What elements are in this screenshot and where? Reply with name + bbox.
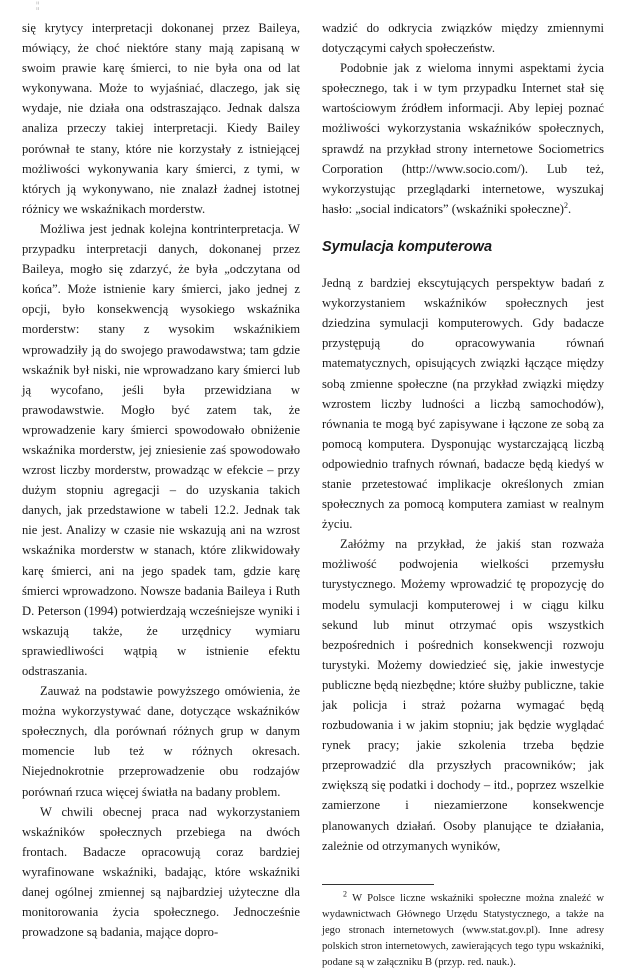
page-corner-mark: ¦¦	[36, 0, 40, 10]
footnote-divider	[322, 884, 434, 885]
footnote-reference: 2	[564, 200, 568, 210]
sentence-end: .	[568, 201, 572, 216]
left-column	[22, 18, 300, 942]
paragraph: Jedną z bardziej ekscytujących perspektyw badań z wykorzystaniem wskaźników społecznych jest dziedzina symulacji komputerowych. Gdy badacze przystępują do opracowywania równań matematycznych, opisujących związki łączące między sobą zmienne społeczne (na przykład związki między wzrostem liczby ludności a liczbą samochodów), równania te mogą być zapisywane i łączone ze sobą za pomocą komputera. Dysponując wystarczającą liczbą odpowiednio trafnych równań, badacze będą kiedyś w stanie przetestować implikacje określonych zmian społecznych za pomocą komputera zamiast w realnym życiu.	[322, 276, 604, 532]
paragraph: Możliwa jest jednak kolejna kontrinterpretacja. W przypadku interpretacji danych, dokonanej przez Baileya, mogło się zdarzyć, że była „odczytana od końca”. Może istnienie kary śmierci, jako jednej z opcji, było konsekwencją wysokiego wskaźnika morderstw: stany z wysokim wskaźnikiem wprowadziły ją do swojego prawodawstwa; tam gdzie wskaźnik był niski, nie wprowadzano kary śmierci lub ją wycofano, jeśli była przewidziana w prawodawstwie. Mogło być zatem tak, że wprowadzenie kary śmierci spowodowało obniżenie wskaźnika morderstw, jej zniesienie zaś spowodowało wzrost liczby morderstw, prowadząc w efekcie – przy dużym stopniu agregacji – do uzyskania takich danych, jak przedstawione w tabeli 12.2. Jednak tak nie jest. Analizy w czasie nie wskazują ani na wzrost wskaźnika morderstw w stanach, które zlikwidowały karę śmierci, ani na jego spadek tam, gdzie karę śmierci wprowadzono. Nowsze badania Baileya i Ruth D. Peterson (1994) potwierdzają wcześniejsze wyniki i wskazują także, że urzędnicy wymiaru sprawiedliwości wątpią w istnienie efektu odstraszania.	[22, 221, 300, 678]
paragraph: się krytycy interpretacji dokonanej przez Baileya, mówiący, że choć niektóre stany mają zapisaną w swoim prawie karę śmierci, to nie była ona od lat wykonywana. Może to wyjaśniać, dlaczego, jak się wydaje, nie działa ona odstraszająco. Jednak dalsza analiza przeczy takiej interpretacji. Kiedy Bailey porównał te stany, które nie korzystały z istniejącej możliwości wykonywania kary śmierci, z tymi, w których ją wykonywano, nie znalazł żadnej istotnej różnicy we wskaźnikach morderstw.	[22, 21, 300, 216]
paragraph: Załóżmy na przykład, że jakiś stan rozważa możliwość podwojenia wielkości przemysłu turystycznego. Możemy wprowadzić tę propozycję do modelu symulacji komputerowej i w ciągu kilku sekund lub minut otrzymać opis wszystkich bezpośrednich i pośrednich konsekwencji rozwoju turystyki. Możemy dowiedzieć się, jakie inwestycje publiczne będą niezbędne; które służby publiczne, takie jak policja i straż pożarna wymagać będą rozbudowania i w jakim stopniu; jak będzie wyglądać rynek pracy; jakie szkolenia trzeba będzie przeprowadzić dla przyszłych pracowników; jak zwiększą się podatki i dochody – itd., poprzez wszelkie zamierzone i niezamierzone konsekwencje planowanych działań. Osoby planujące te działania, zależnie od otrzymanych wyników,	[322, 537, 604, 853]
paragraph-text: Podobnie jak z wieloma innymi aspektami życia społecznego, tak i w tym przypadku Internet stał się wartościowym źródłem informacji. Aby lepiej poznać możliwości wykorzystania wskaźników społecznych, sprawdź na przykład strony internetowe Sociometrics Corporation (http://www.socio.com/). Lub też, wykorzystując przeglądarki internetowe, wyszukaj hasło: „social indicators” (wskaźniki społeczne)	[322, 61, 604, 216]
paragraph: wadzić do odkrycia związków między zmiennymi dotyczącymi całych społeczeństw.	[322, 21, 604, 56]
footnote	[322, 891, 604, 971]
footnote-number: 2	[343, 889, 348, 899]
paragraph-with-footnote-ref	[322, 58, 604, 219]
footnote-text: W Polsce liczne wskaźniki społeczne można znaleźć w wydawnictwach Głównego Urzędu Statystycznego, a także na jego stronach internetowych (www.stat.gov.pl). Inne adresy polskich stron internetowych, zawierających tego typu wskaźniki, podane są w załączniku B (przyp. red. nauk.).	[322, 892, 605, 968]
paragraph: W chwili obecnej praca nad wykorzystaniem wskaźników społecznych przebiega na dwóch frontach. Badacze opracowują coraz bardziej wyrafinowane wskaźniki, badając, które wskaźniki danej ogólnej zmiennej są najbardziej użyteczne dla monitorowania życia społecznego. Jednocześnie prowadzone są badania, mające dopro-	[22, 804, 300, 940]
paragraph: Zauważ na podstawie powyższego omówienia, że można wykorzystywać dane, dotyczące wskaźników społecznych, dla porównań różnych grup w danym momencie lub też w różnych okresach. Niejednokrotnie przeprowadzenie obu rodzajów porównań rzuca więcej światła na badany problem.	[22, 684, 300, 799]
right-column	[322, 18, 604, 971]
section-heading: Symulacja komputerowa	[322, 238, 493, 255]
